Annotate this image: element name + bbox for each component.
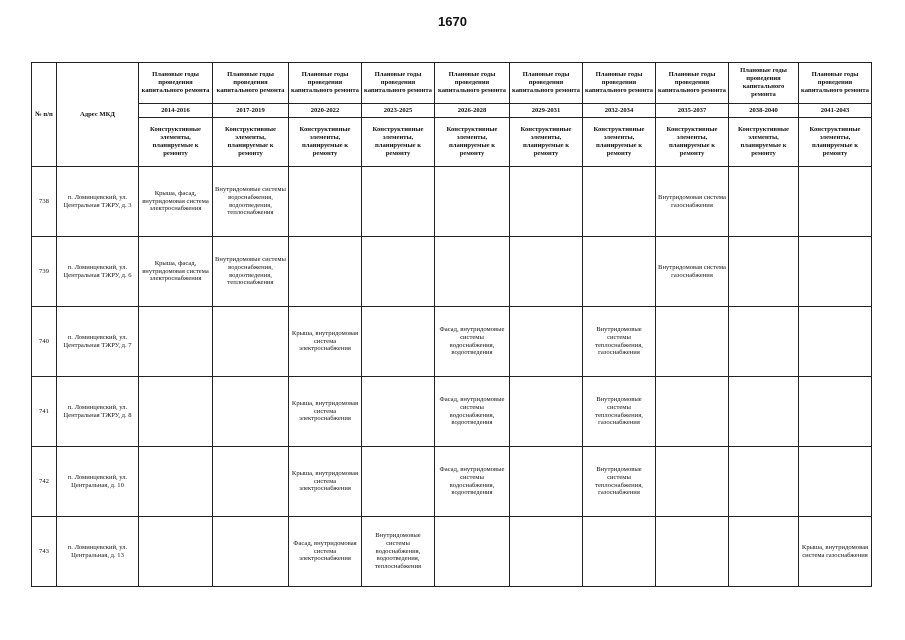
repair-cell-period-2 xyxy=(213,377,289,447)
repair-cell-period-3: Крыша, внутридомовая система электроснабжения xyxy=(289,377,362,447)
table-row xyxy=(32,307,872,377)
repair-cell-period-8: Внутридомовая система газоснабжения xyxy=(656,237,729,307)
row-number: 739 xyxy=(32,237,57,307)
header-elements: Конструктивные элементы, планируемые к ремонту xyxy=(139,118,213,167)
row-address: п. Ломинцевский, ул. Центральная, д. 10 xyxy=(57,447,139,517)
repair-cell-period-8 xyxy=(656,377,729,447)
repair-cell-period-3 xyxy=(289,237,362,307)
header-elements: Конструктивные элементы, планируемые к ремонту xyxy=(435,118,510,167)
header-planned-years: Плановые годы проведения капитального ремонта xyxy=(729,63,799,104)
header-elements: Конструктивные элементы, планируемые к ремонту xyxy=(656,118,729,167)
row-number: 740 xyxy=(32,307,57,377)
header-elements: Конструктивные элементы, планируемые к ремонту xyxy=(362,118,435,167)
repair-cell-period-4 xyxy=(362,377,435,447)
repair-cell-period-3: Крыша, внутридомовая система электроснабжения xyxy=(289,307,362,377)
repair-cell-period-7 xyxy=(583,167,656,237)
header-elements: Конструктивные элементы, планируемые к ремонту xyxy=(583,118,656,167)
header-period: 2032-2034 xyxy=(583,104,656,118)
repair-cell-period-4 xyxy=(362,167,435,237)
header-elements: Конструктивные элементы, планируемые к ремонту xyxy=(289,118,362,167)
header-period: 2035-2037 xyxy=(656,104,729,118)
header-period: 2023-2025 xyxy=(362,104,435,118)
header-planned-years: Плановые годы проведения капитального ремонта xyxy=(289,63,362,104)
header-row-years-title xyxy=(32,63,872,104)
page-number: 1670 xyxy=(438,14,467,29)
repair-cell-period-9 xyxy=(729,167,799,237)
repair-cell-period-2: Внутридомовые системы водоснабжения, водоотведения, теплоснабжения xyxy=(213,167,289,237)
repair-cell-period-5 xyxy=(435,517,510,587)
header-planned-years: Плановые годы проведения капитального ремонта xyxy=(362,63,435,104)
repair-cell-period-1 xyxy=(139,517,213,587)
row-address: п. Ломинцевский, ул. Центральная ТЖРУ, д. 7 xyxy=(57,307,139,377)
repair-cell-period-6 xyxy=(510,377,583,447)
header-row-elements xyxy=(32,118,872,167)
repair-cell-period-8: Внутридомовая система газоснабжения xyxy=(656,167,729,237)
repair-cell-period-9 xyxy=(729,237,799,307)
header-planned-years: Плановые годы проведения капитального ремонта xyxy=(435,63,510,104)
repair-cell-period-6 xyxy=(510,237,583,307)
header-period: 2014-2016 xyxy=(139,104,213,118)
repair-cell-period-3 xyxy=(289,167,362,237)
table-row xyxy=(32,377,872,447)
repair-cell-period-8 xyxy=(656,307,729,377)
header-period: 2026-2028 xyxy=(435,104,510,118)
header-planned-years: Плановые годы проведения капитального ремонта xyxy=(510,63,583,104)
header-planned-years: Плановые годы проведения капитального ремонта xyxy=(799,63,872,104)
repair-cell-period-9 xyxy=(729,517,799,587)
repair-cell-period-10 xyxy=(799,377,872,447)
repair-cell-period-4: Внутридомовые системы водоснабжения, водоотведения, теплоснабжения xyxy=(362,517,435,587)
row-number: 741 xyxy=(32,377,57,447)
header-elements: Конструктивные элементы, планируемые к ремонту xyxy=(729,118,799,167)
repair-cell-period-6 xyxy=(510,167,583,237)
repair-cell-period-6 xyxy=(510,307,583,377)
repair-cell-period-8 xyxy=(656,447,729,517)
repair-cell-period-5 xyxy=(435,167,510,237)
repair-cell-period-2 xyxy=(213,447,289,517)
header-num: № п/п xyxy=(32,63,57,167)
header-period: 2017-2019 xyxy=(213,104,289,118)
header-elements: Конструктивные элементы, планируемые к ремонту xyxy=(799,118,872,167)
repair-cell-period-5: Фасад, внутридомовые системы водоснабжения, водоотведения xyxy=(435,447,510,517)
header-period: 2029-2031 xyxy=(510,104,583,118)
table-row xyxy=(32,237,872,307)
row-address: п. Ломинцевский, ул. Центральная, д. 13 xyxy=(57,517,139,587)
repair-cell-period-2: Внутридомовые системы водоснабжения, водоотведения, теплоснабжения xyxy=(213,237,289,307)
row-number: 738 xyxy=(32,167,57,237)
repair-cell-period-10 xyxy=(799,447,872,517)
row-address: п. Ломинцевский, ул. Центральная ТЖРУ, д. 8 xyxy=(57,377,139,447)
header-row-periods xyxy=(32,104,872,118)
header-period: 2038-2040 xyxy=(729,104,799,118)
row-address: п. Ломинцевский, ул. Центральная ТЖРУ, д. 3 xyxy=(57,167,139,237)
repair-schedule-table xyxy=(31,62,872,587)
repair-cell-period-10 xyxy=(799,167,872,237)
repair-cell-period-5 xyxy=(435,237,510,307)
header-planned-years: Плановые годы проведения капитального ремонта xyxy=(139,63,213,104)
repair-cell-period-3: Крыша, внутридомовая система электроснабжения xyxy=(289,447,362,517)
header-elements: Конструктивные элементы, планируемые к ремонту xyxy=(510,118,583,167)
repair-cell-period-10 xyxy=(799,237,872,307)
header-elements: Конструктивные элементы, планируемые к ремонту xyxy=(213,118,289,167)
repair-cell-period-6 xyxy=(510,447,583,517)
table-body xyxy=(32,167,872,587)
repair-cell-period-3: Фасад, внутридомовая система электроснабжения xyxy=(289,517,362,587)
header-address: Адрес МКД xyxy=(57,63,139,167)
repair-cell-period-1: Крыша, фасад, внутридомовая система электроснабжения xyxy=(139,237,213,307)
repair-cell-period-7: Внутридомовые системы теплоснабжения, газоснабжения xyxy=(583,307,656,377)
repair-cell-period-1 xyxy=(139,307,213,377)
repair-cell-period-2 xyxy=(213,517,289,587)
header-planned-years: Плановые годы проведения капитального ремонта xyxy=(213,63,289,104)
header-period: 2020-2022 xyxy=(289,104,362,118)
repair-cell-period-8 xyxy=(656,517,729,587)
repair-cell-period-7: Внутридомовые системы теплоснабжения, газоснабжения xyxy=(583,447,656,517)
repair-cell-period-2 xyxy=(213,307,289,377)
repair-cell-period-5: Фасад, внутридомовые системы водоснабжения, водоотведения xyxy=(435,377,510,447)
repair-cell-period-1: Крыша, фасад, внутридомовая система электроснабжения xyxy=(139,167,213,237)
repair-cell-period-4 xyxy=(362,447,435,517)
repair-cell-period-9 xyxy=(729,447,799,517)
repair-cell-period-10 xyxy=(799,307,872,377)
repair-cell-period-1 xyxy=(139,377,213,447)
row-number: 743 xyxy=(32,517,57,587)
row-address: п. Ломинцевский, ул. Центральная ТЖРУ, д. 6 xyxy=(57,237,139,307)
repair-cell-period-7 xyxy=(583,237,656,307)
repair-cell-period-4 xyxy=(362,307,435,377)
header-planned-years: Плановые годы проведения капитального ремонта xyxy=(583,63,656,104)
repair-cell-period-9 xyxy=(729,307,799,377)
table-row xyxy=(32,167,872,237)
repair-cell-period-5: Фасад, внутридомовые системы водоснабжения, водоотведения xyxy=(435,307,510,377)
table-row xyxy=(32,447,872,517)
repair-cell-period-1 xyxy=(139,447,213,517)
repair-cell-period-7 xyxy=(583,517,656,587)
header-planned-years: Плановые годы проведения капитального ремонта xyxy=(656,63,729,104)
row-number: 742 xyxy=(32,447,57,517)
repair-cell-period-9 xyxy=(729,377,799,447)
repair-cell-period-6 xyxy=(510,517,583,587)
repair-cell-period-10: Крыша, внутридомовая система газоснабжения xyxy=(799,517,872,587)
table-row xyxy=(32,517,872,587)
repair-cell-period-7: Внутридомовые системы теплоснабжения, газоснабжения xyxy=(583,377,656,447)
header-period: 2041-2043 xyxy=(799,104,872,118)
repair-cell-period-4 xyxy=(362,237,435,307)
